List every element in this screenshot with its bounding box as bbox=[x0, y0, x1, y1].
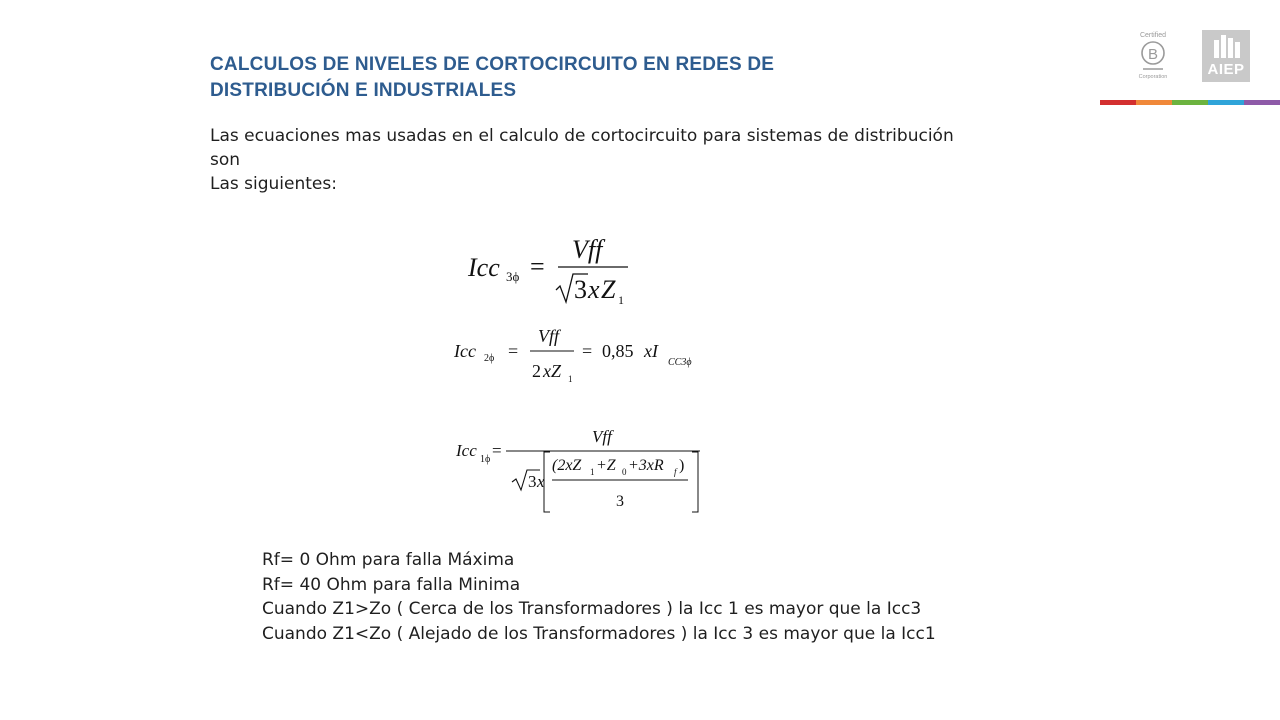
f2-eq2: = bbox=[582, 341, 593, 361]
stripe-segment-red bbox=[1100, 100, 1136, 105]
f2-rhs: 0,85 bbox=[602, 341, 634, 361]
f3-plus1: +Z bbox=[596, 457, 616, 474]
brand-color-stripe bbox=[1100, 100, 1280, 105]
f2-den-xz: xZ bbox=[543, 361, 561, 381]
f2-den-two: 2 bbox=[532, 361, 541, 381]
f2-eq: = bbox=[508, 341, 519, 361]
bcorp-letter: B bbox=[1147, 46, 1159, 63]
f1-sub: 3ϕ bbox=[506, 269, 520, 284]
formula-two-phase bbox=[450, 322, 720, 393]
f1-den-x: x bbox=[588, 275, 600, 304]
page-title bbox=[210, 52, 970, 104]
note-line-2: Rf= 40 Ohm para falla Minima bbox=[262, 574, 521, 595]
f1-den-root: 3 bbox=[574, 275, 587, 304]
intro-line-3: Las siguientes: bbox=[210, 174, 337, 194]
stripe-segment-blue bbox=[1208, 100, 1244, 105]
aiep-building-2 bbox=[1221, 35, 1226, 58]
stripe-segment-orange bbox=[1136, 100, 1172, 105]
aiep-building-3 bbox=[1228, 38, 1233, 58]
f1-num: Vff bbox=[572, 235, 603, 264]
intro-line-1: Las ecuaciones mas usadas en el calculo de cortocircuito para sistemas de distribución bbox=[210, 126, 954, 146]
stripe-segment-purple bbox=[1244, 100, 1280, 105]
f2-den-sub: 1 bbox=[568, 374, 573, 384]
note-line-1: Rf= 0 Ohm para falla Máxima bbox=[262, 550, 515, 570]
f3-root: 3 bbox=[528, 472, 537, 491]
f2-rhs-xi: xI bbox=[644, 341, 658, 361]
f3-lhs: Icc bbox=[456, 441, 477, 460]
aiep-building-1 bbox=[1214, 40, 1219, 58]
f3-x: x bbox=[537, 472, 545, 491]
f1-lhs: Icc bbox=[468, 253, 500, 282]
f3-eq: = bbox=[492, 441, 502, 460]
f3-paren-open: (2xZ bbox=[552, 457, 582, 474]
aiep-logo bbox=[1202, 30, 1250, 82]
note-line-4: Cuando Z1<Zo ( Alejado de los Transformadores ) la Icc 3 es mayor que la Icc1 bbox=[262, 623, 936, 644]
formula-three-phase bbox=[460, 228, 650, 315]
notes-list bbox=[262, 548, 1102, 646]
f2-num: Vff bbox=[538, 326, 559, 346]
f3-s0: 0 bbox=[622, 467, 627, 477]
f3-left-bracket bbox=[544, 452, 550, 512]
stripe-segment-green bbox=[1172, 100, 1208, 105]
title-line-2: DISTRIBUCIÓN E INDUSTRIALES bbox=[210, 80, 517, 101]
formula-single-phase bbox=[452, 420, 712, 525]
aiep-logo-text: AIEP bbox=[1207, 61, 1245, 78]
title-line-1: CALCULOS DE NIVELES DE CORTOCIRCUITO EN REDES DE bbox=[210, 54, 775, 75]
f3-s1: 1 bbox=[590, 467, 595, 477]
intro-text bbox=[210, 124, 1070, 196]
bcorp-top-text: Certified bbox=[1139, 32, 1167, 39]
intro-line-2: son bbox=[210, 150, 241, 170]
f3-plus2: +3xR bbox=[628, 457, 664, 474]
aiep-building-4 bbox=[1235, 42, 1240, 58]
f3-den: 3 bbox=[616, 493, 624, 510]
f2-lhs: Icc bbox=[454, 341, 476, 361]
f1-den-sub: 1 bbox=[618, 293, 624, 307]
bcorp-logo bbox=[1130, 28, 1176, 82]
f2-rhs-sub: CC3ϕ bbox=[668, 357, 692, 368]
note-line-3: Cuando Z1>Zo ( Cerca de los Transformadores ) la Icc 1 es mayor que la Icc3 bbox=[262, 599, 922, 619]
f3-sub: 1ϕ bbox=[480, 454, 491, 465]
f1-eq: = bbox=[530, 252, 545, 281]
f3-sf: f bbox=[674, 467, 677, 477]
f3-num: Vff bbox=[592, 427, 612, 446]
f3-right-bracket bbox=[692, 452, 698, 512]
bcorp-bottom-text: Corporation bbox=[1138, 74, 1168, 80]
f3-paren-close: ) bbox=[679, 457, 685, 474]
f1-den-z: Z bbox=[601, 275, 616, 304]
f2-sub: 2ϕ bbox=[484, 353, 495, 364]
